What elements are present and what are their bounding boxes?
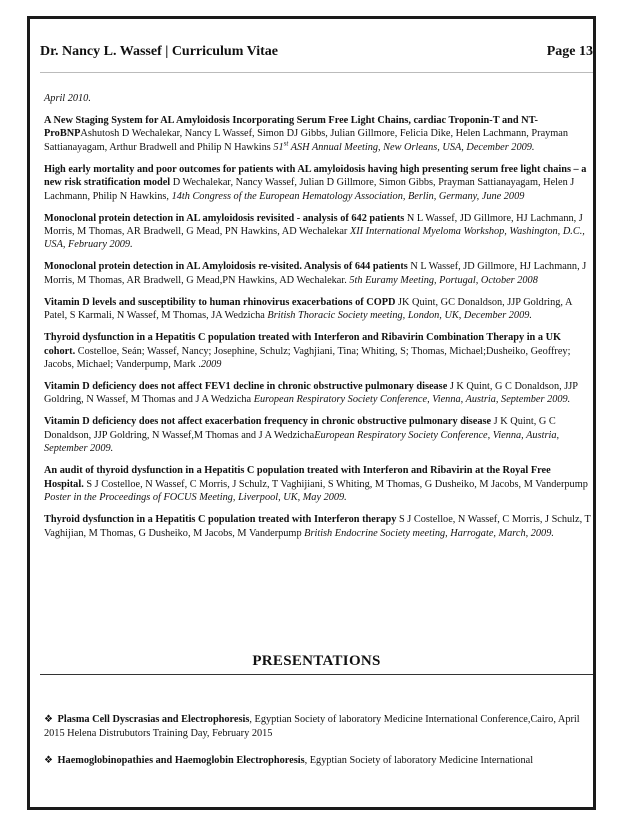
publication-entry (44, 415, 592, 455)
cv-title: Dr. Nancy L. Wassef | Curriculum Vitae (40, 44, 278, 59)
entry-title: Thyroid dysfunction in a Hepatitis C population treated with Interferon and Ribavirin Combination Therapy in a UK cohort. (44, 332, 562, 357)
entry-title: Vitamin D deficiency does not affect FEV1 decline in chronic obstructive pulmonary disease (44, 381, 448, 393)
presentations-heading: PRESENTATIONS (252, 653, 381, 669)
publication-entry (44, 260, 592, 287)
entry-authors: JK Quint, GC Donaldson, JJP Goldring, A Patel, S Karmali, N Wassef, M Thomas, JA Wedzicha (44, 296, 572, 322)
publication-entry (44, 114, 592, 154)
entry-venue: 14th Congress of the European Hematology Association, Berlin, Germany, June 2009 (171, 190, 525, 202)
entry-venue: 5th Euramy Meeting, Portugal, October 2008 (349, 274, 538, 286)
publication-entry (44, 331, 592, 371)
entry-authors: S J Costelloe, N Wassef, C Morris, J Schulz, T Vaghijian, M Thomas, G Dusheiko, M Jacobs, M Vanderpump (44, 514, 591, 539)
entry-venue: European Respiratory Society Conference, Vienna, Austria, September 2009. (44, 429, 560, 455)
publication-entry (44, 212, 592, 252)
header-divider (40, 72, 593, 73)
entry-authors: Costelloe, Seán; Wassef, Nancy; Josephine, Schulz; Vaghjiani, Tina; Whiting, S; Thomas, Michael;Dusheiko, Geoffrey; Jacobs, Michael; Vanderpump, Mark . (44, 345, 571, 371)
publication-entry (44, 513, 592, 540)
entry-venue-cont: ASH Annual Meeting, New Orleans, USA, December 2009. (288, 141, 535, 153)
entry-venue: Poster in the Proceedings of FOCUS Meeting, Liverpool, UK, May 2009. (44, 492, 347, 504)
presentation-title: Haemoglobinopathies and Haemoglobin Electrophoresis (57, 755, 305, 766)
entry-superscript: st (283, 139, 289, 148)
entry-authors: J K Quint, G C Donaldson, JJP Goldring, N Wassef,M Thomas and J A Wedzicha (44, 416, 556, 441)
publication-entry (44, 464, 592, 504)
diamond-bullet-icon: ❖ (44, 755, 53, 766)
publication-entry (44, 380, 592, 407)
entry-venue: European Respiratory Society Conference, Vienna, Austria, September 2009. (253, 394, 571, 406)
entry-venue: 2009 (200, 359, 222, 371)
entry-authors: Ashutosh D Wechalekar, Nancy L Wassef, Simon DJ Gibbs, Julian Gillmore, Felicia Dike, Helen Lachmann, Prayman Sattianayagam, Arthur Bradwell and Philip N Hawkins (44, 128, 569, 153)
entry-authors: D Wechalekar, Nancy Wassef, Julian D Gillmore, Simon Gibbs, Prayman Sattianayagam, Helen J Lachmann, Philip N Hawkins, (44, 177, 575, 202)
presentation-item (44, 713, 592, 741)
entry-authors: S J Costelloe, N Wassef, C Morris, J Schulz, T Vaghijiani, S Whiting, M Thomas, G Dusheiko, M Jacobs, M Vanderpump (83, 478, 588, 490)
entry-venue: 51 (273, 141, 284, 153)
entry-venue: British Endocrine Society meeting, Harrogate, March, 2009. (304, 527, 554, 539)
date-line: April 2010. (44, 93, 91, 104)
presentation-details: , Egyptian Society of laboratory Medicine International (304, 755, 534, 766)
presentation-title: Plasma Cell Dyscrasias and Electrophoresis (57, 714, 250, 725)
entry-title: Vitamin D deficiency does not affect exacerbation frequency in chronic obstructive pulmonary disease (44, 416, 492, 428)
presentations-divider (40, 674, 593, 675)
publication-entry (44, 296, 592, 323)
entry-title: Monoclonal protein detection in AL amyloidosis revisited - analysis of 642 patients (44, 212, 405, 224)
presentations-list (44, 713, 592, 781)
entry-title: Vitamin D levels and susceptibility to human rhinovirus exacerbations of COPD (44, 296, 396, 308)
entry-title: An audit of thyroid dysfunction in a Hepatitis C population treated with Interferon and Ribavirin at the Royal Free Hospital. (44, 465, 551, 490)
entry-title: High early mortality and poor outcomes for patients with AL amyloidosis having high presenting serum free light chains – a new risk stratification model (44, 163, 587, 189)
page-number: Page 13 (546, 44, 593, 59)
entry-venue: British Thoracic Society meeting, London, UK, December 2009. (267, 310, 532, 322)
entry-title: Thyroid dysfunction in a Hepatitis C population treated with Interferon therapy (44, 514, 397, 526)
page-header (40, 44, 593, 64)
entry-authors: N L Wassef, JD Gillmore, HJ Lachmann, J Morris, M Thomas, AR Bradwell, G Mead, PN Hawkins, AD Wechalekar (44, 212, 583, 238)
entry-authors: N L Wassef, JD Gillmore, HJ Lachmann, J Morris, M Thomas, AR Bradwell, G Mead,PN Hawkins, AD Wechalekar. (44, 261, 587, 286)
publications-list (44, 92, 592, 549)
entry-title: Monoclonal protein detection in AL Amyloidosis re-visited. Analysis of 644 patients (44, 261, 408, 273)
entry-title: A New Staging System for AL Amyloidosis Incorporating Serum Free Light Chains, cardiac Troponin-T and NT-ProBNP (44, 115, 538, 140)
presentation-details: , Egyptian Society of laboratory Medicine International Conference,Cairo, April 2015 Helena Distrubutors Training Day, February 2015 (44, 714, 580, 739)
publication-entry (44, 163, 592, 203)
entry-authors: J K Quint, G C Donaldson, JJP Goldring, N Wassef, M Thomas and J A Wedzicha (44, 381, 578, 406)
diamond-bullet-icon: ❖ (44, 714, 53, 725)
entry-venue: XII International Myeloma Workshop, Washington, D.C., USA, February 2009. (44, 226, 585, 251)
presentation-item (44, 754, 592, 768)
